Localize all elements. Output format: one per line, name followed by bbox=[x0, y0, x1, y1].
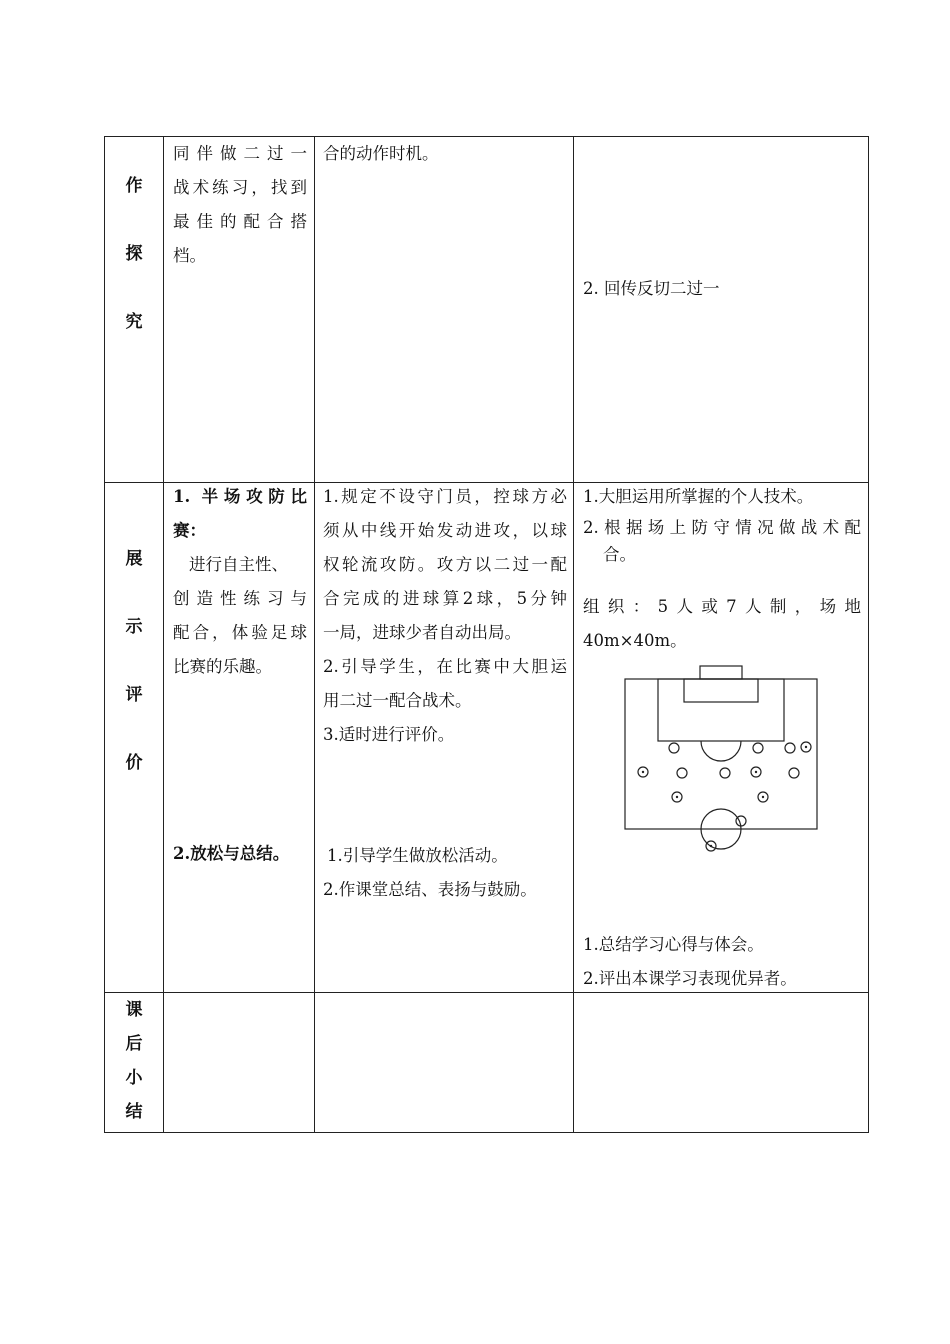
section-title: 赛： bbox=[173, 521, 206, 540]
label-char: 价 bbox=[125, 753, 143, 773]
teacher-line: 2.作课堂总结、表扬与鼓励。 bbox=[323, 880, 537, 899]
penalty-area bbox=[658, 679, 784, 741]
teacher-line: 2.引导学生，在比赛中大胆运 bbox=[323, 657, 567, 676]
goal-area bbox=[684, 679, 758, 702]
teacher-line: 合完成的进球算2球，5分钟 bbox=[323, 589, 567, 608]
teacher-cell-relax bbox=[323, 839, 571, 907]
content-line: 比赛的乐趣。 bbox=[173, 657, 272, 676]
organization-line: 2. 回传反切二过一 bbox=[583, 279, 720, 298]
content-cell bbox=[173, 137, 307, 273]
section-title: 1. 半场攻防比 bbox=[173, 487, 307, 506]
student-line: 1.总结学习心得与体会。 bbox=[583, 935, 764, 954]
player-marker bbox=[669, 743, 679, 753]
teacher-line: 用二过一配合战术。 bbox=[323, 691, 472, 710]
student-line: 2.评出本课学习表现优异者。 bbox=[583, 969, 797, 988]
content-cell bbox=[173, 480, 307, 684]
teacher-line: 1.规定不设守门员，控球方必 bbox=[323, 487, 567, 506]
content-line: 创造性练习与 bbox=[173, 589, 307, 608]
label-char: 评 bbox=[125, 685, 143, 705]
content-line: 战术练习，找到 bbox=[173, 178, 307, 197]
student-line: 合。 bbox=[603, 545, 636, 564]
section-title-relax bbox=[173, 837, 313, 871]
goal bbox=[700, 666, 742, 679]
teacher-line: 一局，进球少者自动出局。 bbox=[323, 623, 521, 642]
label-char: 后 bbox=[125, 1034, 143, 1054]
player-marker bbox=[785, 743, 795, 753]
column-divider bbox=[163, 137, 164, 1132]
student-cell bbox=[583, 480, 861, 568]
content-line: 最佳的配合搭 bbox=[173, 212, 307, 231]
teacher-cell bbox=[323, 137, 567, 171]
teacher-cell bbox=[323, 480, 567, 752]
row-label-reflection bbox=[105, 993, 163, 1129]
column-divider bbox=[314, 137, 315, 1132]
content-line: 档。 bbox=[173, 246, 206, 265]
label-char: 究 bbox=[125, 312, 143, 332]
teacher-line: 权轮流攻防。攻方以二过一配 bbox=[323, 555, 567, 574]
teacher-line: 合的动作时机。 bbox=[323, 144, 439, 163]
organization-cell bbox=[583, 590, 861, 658]
half-field-diagram bbox=[623, 663, 839, 853]
student-line: 1.大胆运用所掌握的个人技术。 bbox=[583, 487, 814, 506]
content-line: 进行自主性、 bbox=[189, 555, 288, 574]
content-line: 同伴做二过一 bbox=[173, 144, 307, 163]
organization-cell bbox=[583, 272, 863, 306]
teacher-line: 1.引导学生做放松活动。 bbox=[327, 846, 508, 865]
player-marker bbox=[789, 768, 799, 778]
row-label-showcase bbox=[105, 542, 163, 780]
label-char: 课 bbox=[125, 1000, 143, 1020]
label-char: 作 bbox=[125, 176, 143, 196]
penalty-arc bbox=[701, 741, 741, 761]
organization-line: 40m×40m。 bbox=[583, 631, 687, 650]
label-char: 结 bbox=[125, 1102, 143, 1122]
section-title: 2.放松与总结。 bbox=[173, 844, 290, 863]
player-marker bbox=[753, 743, 763, 753]
teacher-line: 须从中线开始发动进攻，以球 bbox=[323, 521, 567, 540]
column-divider bbox=[573, 137, 574, 1132]
teacher-line: 3.适时进行评价。 bbox=[323, 725, 455, 744]
label-char: 示 bbox=[125, 617, 143, 637]
row-label-explore bbox=[105, 169, 163, 339]
student-line: 2.根据场上防守情况做战术配 bbox=[583, 518, 861, 537]
organization-line: 组织：5人或7人制，场地 bbox=[583, 597, 861, 616]
player-marker bbox=[720, 768, 730, 778]
lesson-plan-table bbox=[104, 136, 869, 1133]
student-cell-summary bbox=[583, 928, 863, 996]
label-char: 探 bbox=[125, 244, 143, 264]
label-char: 小 bbox=[125, 1068, 143, 1088]
content-line: 配合，体验足球 bbox=[173, 623, 307, 642]
label-char: 展 bbox=[125, 549, 143, 569]
player-marker bbox=[677, 768, 687, 778]
